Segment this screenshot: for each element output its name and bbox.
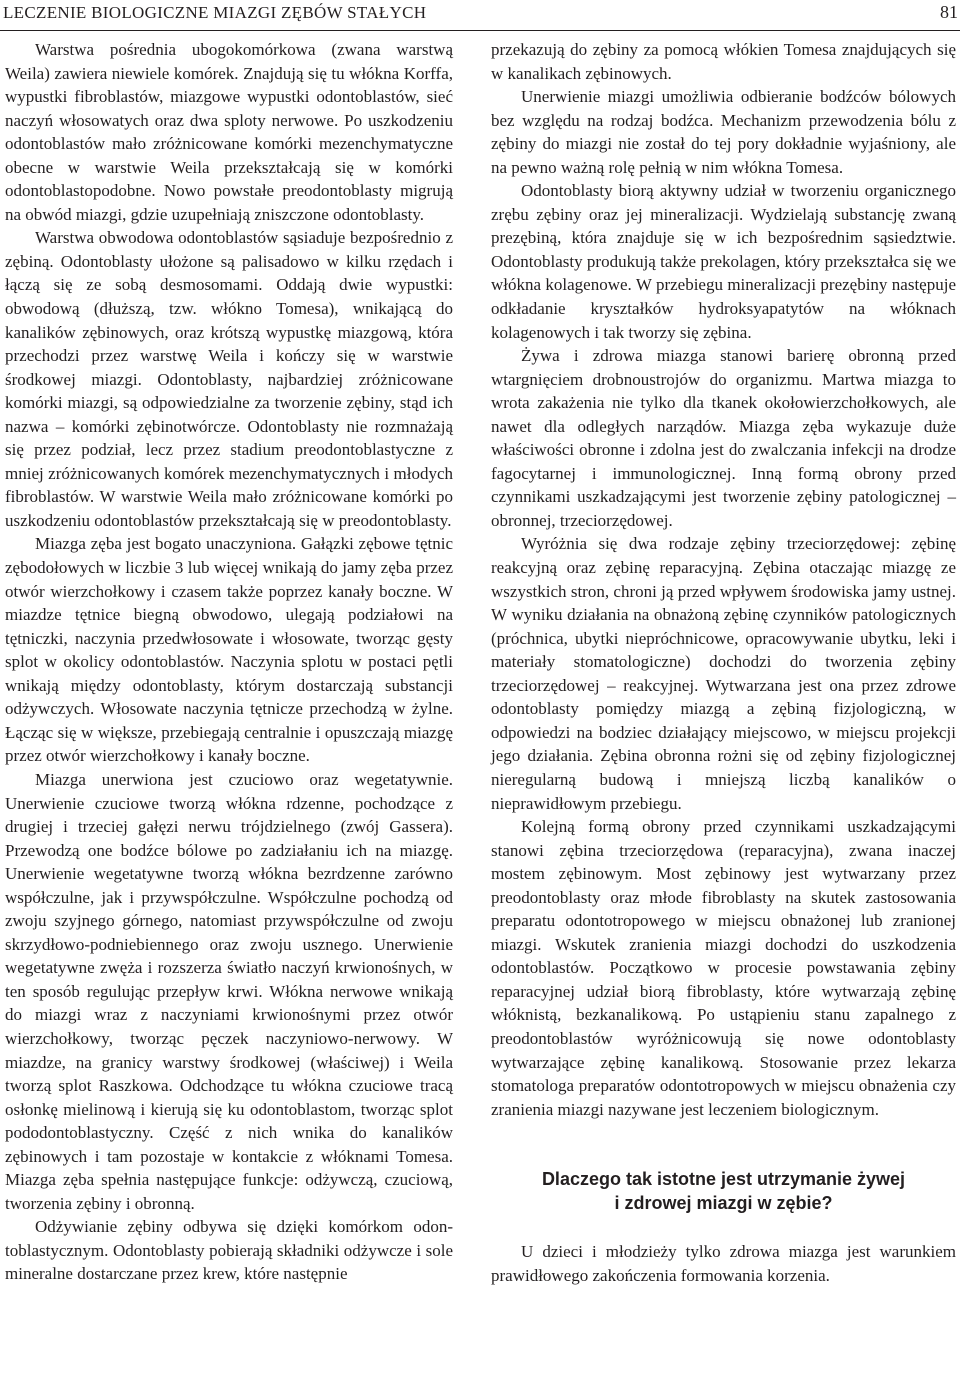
page-number: 81	[940, 2, 958, 22]
paragraph: Wyróżnia się dwa rodzaje zębiny trzeciorzędowej: zębinę reakcyjną oraz zębinę reparacyjną. Zębina otaczając miazgę ze wszystkich stron, chroni ją przed wpływem środowiska jamy ustnej. W wyniku działania na obnażoną zębinę czynników patologicznych (próchnica, ubytki niepróchnicowe, opracowywanie ubytku, leki i materiały stomatologiczne) dochodzi do tworzenia zębiny trzeciorzędowej – reakcyjnej. Wytwarzana jest ona przez zdrowe odontoblasty pomiędzy miazgą a zębiną fizjologiczną, w odpowiedzi na bodziec działający miejscowo, w miejscu projekcji jego działania. Zębina obronna rożni się od zębiny fizjologicznej nieregularną budową i mniejszą liczbą kanalików o nieprawidłowym przebiegu.	[491, 534, 956, 813]
left-column	[5, 38, 453, 1286]
paragraph: przekazują do zębiny za pomocą włókien Tomesa znajdujących się w kanalikach zębinowych.	[491, 40, 956, 83]
paragraph: Miazga zęba jest bogato unaczyniona. Gałązki zębowe tętnic zębodołowych w liczbie 3 lub więcej wnikają do jamy zęba przez otwór wierzchołkowy i czasem także poprzez kanały boczne. W miazdze tętnice biegną obwodowo, ulegają podziałowi na tętniczki, naczynia przedwłosowate i włosowate, tworząc gęsty splot w okolicy odontoblastów. Naczynia splotu w postaci pętli wnikają między odontoblasty, którym dostarczają substancji odżywczych. Włosowate naczynia tętnicze przechodzą w żylne. Łącząc się w większe, przebiegają centralnie i opuszczają miazgę przez otwór wierzchołkowy i kanały boczne.	[5, 534, 453, 766]
paragraph: Miazga unerwiona jest czuciowo oraz wegetatywnie. Unerwienie czuciowe tworzą włókna rdzenne, pochodzące z drugiej i trzeciej gałęzi nerwu trójdzielnego (zwój Gassera). Przewodzą one bodźce bólowe po zadziałaniu ich na miazgę. Unerwienie wegetatywne tworzą włókna bezrdzenne zarówno współczulne, jak i przywspółczulne. Współczulne pochodzą od zwoju szyjnego górnego, natomiast przywspółczulne od zwoju skrzydłowo-podniebiennego oraz zwoju usznego. Unerwienie wegetatywne zwęża i rozszerza światło naczyń krwionośnych, w ten sposób regulując przepływ krwi. Włókna nerwowe wnikają do miazgi wraz z naczyniami krwionośnymi przez otwór wierzchołkowy, tworząc pęczek naczyniowo-nerwowy. W miazdze, na granicy warstwy środkowej (właściwej) i Weila tworzą splot Raszkowa. Odchodzące tu włókna czuciowe tracą osłonkę mielinową i kierują się ku odontoblastom, tworząc splot pododontoblastyczny. Część z nich wnika do kanalików zębinowych i tam pozostaje w kontakcie z włóknami Tomesa. Miazga zęba spełnia następujące funkcje: odżywczą, czuciową, tworzenia zębiny i obronną.	[5, 769, 453, 1213]
paragraph: U dzieci i młodzieży tylko zdrowa miazga jest warunkiem prawidłowego zakończenia formowania korzenia.	[491, 1242, 956, 1285]
right-column	[491, 38, 956, 1287]
section-heading-line: i zdrowej miazgi w zębie?	[614, 1193, 833, 1214]
running-title: LECZENIE BIOLOGICZNE MIAZGI ZĘBÓW STAŁYCH	[3, 3, 427, 22]
section-heading-line: Dlaczego tak istotne jest utrzymanie żywej	[541, 1169, 906, 1190]
paragraph: Odontoblasty biorą aktywny udział w tworzeniu organicznego zrębu zębiny oraz jej mineralizacji. Wydzielają substancję zwaną prezębiną, która znajduje się w ich bezpośrednim sąsiedztwie. Odontoblasty produkują także prekolagen, który przekształca się we włókna kolagenowe. W przebiegu mineralizacji prezębiny następuje odkładanie kryształków hydroksyapatytów na włóknach kolagenowych i tak tworzy się zębina.	[491, 181, 956, 342]
section-heading	[491, 1167, 956, 1215]
paragraph: Odżywianie zębiny odbywa się dzięki komórkom odontoblastycznym. Odontoblasty pobierają składniki odżywcze i sole mineralne dostarczane przez krew, które następnie	[5, 1217, 453, 1284]
paragraph: Kolejną formą obrony przed czynnikami uszkadzającymi stanowi zębina trzeciorzędowa (reparacyjna), zwana inaczej mostem zębinowym. Most zębinowy jest wytwarzany przez preodontoblasty oraz młode fibroblasty na skutek zastosowania preparatu odontotropowego w miejscu obnażonej lub zranionej miazgi. Wskutek zranienia miazgi dochodzi do uszkodzenia odontoblastów. Początkowo w procesie powstawania zębiny reparacyjnej udział biorą fibroblasty, które wytwarzają zębinę włóknistą, bezkanalikową. Po ustąpieniu stanu zapalnego z preodontoblastów wyróżnicowują się nowe odontoblasty wytwarzające zębinę kanalikową. Stosowanie przez lekarza stomatologa preparatów odontotropowych w miejscu obnażenia czy zranienia miazgi nazywane jest leczeniem biologicznym.	[491, 817, 956, 1119]
paragraph: Warstwa pośrednia ubogokomórkowa (zwana warstwą Weila) zawiera niewiele komórek. Znajdują się tu włókna Korffa, wypustki fibroblastów, miazgowe wypustki odontoblastów, sieć naczyń włosowatych oraz dwa sploty nerwowe. Po uszkodzeniu odontoblastów mało zróżnicowane komórki mezenchymatyczne obecne w warstwie Weila przekształcają się w komórki odontoblastopodobne. Nowo powstałe preodontoblasty migrują na obwód miazgi, gdzie uzupełniają zniszczone odontoblasty.	[5, 40, 453, 224]
page-header	[0, 0, 960, 31]
paragraph: Żywa i zdrowa miazga stanowi barierę obronną przed wtargnięciem drobnoustrojów do organizmu. Martwa miazga to wrota zakażenia nie tylko dla tkanek okołowierzchołkowych, ale nawet dla odległych narządów. Miazga zęba wykazuje duże właściwości obronne i zdolna jest do zwalczania infekcji na drodze fagocytarnej i immunologicznej. Inną formą obrony przed czynnikami uszkadzającymi jest tworzenie zębiny patologicznej – obronnej, trzeciorzędowej.	[491, 346, 956, 530]
paragraph: Warstwa obwodowa odontoblastów sąsiaduje bezpośrednio z zębiną. Odontoblasty ułożone są palisadowo w kilku rzędach i łączą się ze sobą desmosomami. Oddają dwie wypustki: obwodową (dłuższą, tzw. włókno Tomesa), wnikającą do kanalików zębinowych, oraz krótszą wypustkę miazgową, która przechodzi przez warstwę Weila i kończy się w warstwie środkowej miazgi. Odontoblasty, najbardziej zróżnicowane komórki miazgi, są odpowiedzialne za tworzenie zębiny, stąd ich nazwa – komórki zębinotwórcze. Odontoblasty nie rozmnażają się przez podział, lecz przez stadium preodontoblastyczne z mniej zróżnicowanych komórek mezenchymatycznych i młodych fibroblastów. W warstwie Weila mało zróżnicowane komórki po uszkodzeniu odontoblastów przekształcają się w preodontoblasty.	[5, 228, 453, 530]
paragraph: Unerwienie miazgi umożliwia odbieranie bodźców bólowych bez względu na rodzaj bodźca. Mechanizm przewodzenia bólu z zębiny do miazgi nie został do tej pory dokładnie wyjaśniony, ale na pewno ważną rolę pełnią w nim włókna Tomesa.	[491, 87, 956, 177]
